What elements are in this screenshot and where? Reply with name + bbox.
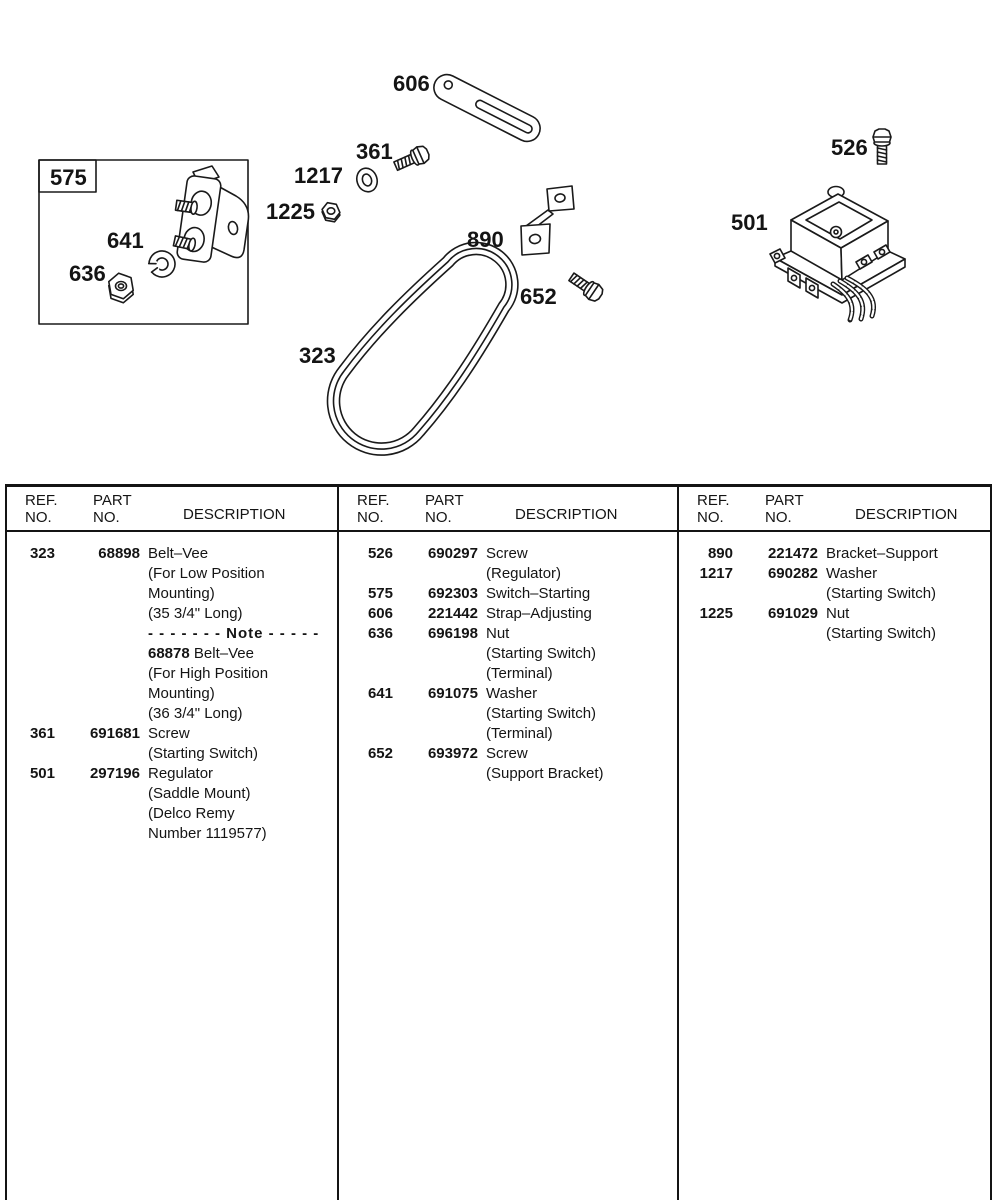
- lock-washer-641-drawing: [143, 248, 179, 282]
- description-cell: (Saddle Mount): [148, 785, 251, 802]
- table-line: [7, 604, 337, 624]
- description-header: DESCRIPTION: [515, 506, 618, 523]
- part-label-526: 526: [831, 135, 868, 160]
- description-cell: (For Low Position: [148, 565, 265, 582]
- table-line: [685, 584, 994, 604]
- ref-no-cell: 636: [367, 625, 393, 642]
- part-no-cell: [55, 584, 140, 604]
- part-label-652: 652: [520, 284, 557, 309]
- description-cell: (Starting Switch): [826, 625, 937, 642]
- table-line: [685, 544, 994, 564]
- ref-no-cell: 641: [367, 685, 393, 702]
- description-cell: Number 1119577): [148, 825, 267, 842]
- ref-no-cell: 1225: [699, 605, 733, 622]
- washer-1217-drawing: [354, 165, 380, 194]
- part-label-361: 361: [356, 139, 393, 164]
- ref-no-cell: 575: [367, 585, 393, 602]
- table-line: [685, 604, 994, 624]
- part-label-323: 323: [299, 343, 336, 368]
- ref-no-cell: [685, 624, 733, 644]
- support-bracket-drawing: [521, 186, 574, 255]
- description-cell: Mounting): [148, 585, 215, 602]
- screw-361-drawing: [392, 144, 431, 175]
- part-label-636: 636: [69, 261, 106, 286]
- nut-636-drawing: [109, 273, 133, 303]
- table-line: [345, 724, 677, 744]
- part-no-cell: 68898: [98, 545, 140, 562]
- description-cell: Screw: [486, 745, 528, 762]
- part-no-cell: 691075: [427, 685, 478, 702]
- table-line: [7, 804, 337, 824]
- part-no-cell: 691029: [767, 605, 818, 622]
- nut-1225-drawing: [322, 203, 340, 222]
- part-no-cell: [393, 664, 478, 684]
- description-cell: Bracket–Support: [826, 545, 938, 562]
- ref-no-cell: [7, 604, 55, 624]
- description-cell: Screw: [486, 545, 528, 562]
- part-no-cell: [393, 704, 478, 724]
- ref-no-cell: [7, 804, 55, 824]
- ref-no-cell: [345, 764, 393, 784]
- part-no-header: PART: [765, 492, 804, 509]
- table-header-col3: REF. NO. PART NO. DESCRIPTION: [697, 492, 958, 526]
- table-line: [345, 744, 677, 764]
- table-line: [7, 664, 337, 684]
- part-no-header: PART: [93, 492, 132, 509]
- part-no-cell: 692303: [427, 585, 478, 602]
- table-line: [345, 764, 677, 784]
- regulator-drawing: [770, 187, 905, 321]
- description-cell: (Starting Switch): [826, 585, 937, 602]
- part-no-cell: 297196: [89, 765, 140, 782]
- table-line: [345, 544, 677, 564]
- part-no-cell: [55, 564, 140, 584]
- parts-table: [5, 484, 992, 1200]
- part-label-1217: 1217: [294, 163, 343, 188]
- description-header: DESCRIPTION: [855, 506, 958, 523]
- description-cell: (Terminal): [486, 725, 553, 742]
- part-no-cell: [393, 644, 478, 664]
- ref-no-cell: 890: [707, 545, 733, 562]
- part-no-cell: [55, 704, 140, 724]
- table-header-col2: REF. NO. PART NO. DESCRIPTION: [357, 492, 618, 526]
- ref-no-cell: 361: [29, 725, 55, 742]
- part-no-cell: [55, 744, 140, 764]
- table-line: [7, 644, 337, 664]
- part-no-cell: [733, 584, 818, 604]
- part-no-cell: [55, 784, 140, 804]
- ref-no-cell: 526: [367, 545, 393, 562]
- part-no-cell: 690297: [427, 545, 478, 562]
- ref-no-cell: [7, 644, 55, 664]
- description-cell: (Regulator): [486, 565, 562, 582]
- description-cell: 68878 Belt–Vee: [148, 645, 254, 662]
- ref-no-header: REF.: [25, 492, 58, 509]
- ref-no-cell: 606: [367, 605, 393, 622]
- table-header-row: [7, 487, 990, 532]
- table-line: [7, 724, 337, 744]
- screw-652-drawing: [566, 269, 605, 303]
- description-cell: Switch–Starting: [486, 585, 591, 602]
- table-line: [7, 684, 337, 704]
- part-no-cell: [393, 724, 478, 744]
- ref-no-cell: 323: [29, 545, 55, 562]
- description-cell: (Terminal): [486, 665, 553, 682]
- description-cell: (Starting Switch): [148, 745, 259, 762]
- ref-no-cell: 1217: [699, 565, 733, 582]
- table-line: [345, 564, 677, 584]
- part-no-cell: [393, 564, 478, 584]
- part-no-cell: 693972: [427, 745, 478, 762]
- ref-no-cell: 652: [367, 745, 393, 762]
- description-cell: Nut: [826, 605, 850, 622]
- description-cell: (Starting Switch): [486, 645, 597, 662]
- ref-no-cell: [7, 664, 55, 684]
- ref-no-cell: [7, 704, 55, 724]
- part-no-cell: 690282: [767, 565, 818, 582]
- ref-no-cell: [7, 744, 55, 764]
- description-cell: Washer: [826, 565, 878, 582]
- part-label-641: 641: [107, 228, 144, 253]
- table-line: [345, 704, 677, 724]
- description-cell: Belt–Vee: [148, 545, 209, 562]
- description-cell: (Starting Switch): [486, 705, 597, 722]
- ref-no-header: REF.: [357, 492, 390, 509]
- table-line: [7, 784, 337, 804]
- table-line: [7, 824, 337, 844]
- ref-no-cell: [7, 624, 55, 644]
- table-line: [345, 624, 677, 644]
- ref-no-cell: [7, 784, 55, 804]
- table-line: [345, 684, 677, 704]
- table-line: [7, 544, 337, 564]
- description-cell: Mounting): [148, 685, 215, 702]
- part-no-cell: 221442: [427, 605, 478, 622]
- starting-switch-drawing: [173, 166, 248, 263]
- table-line: [345, 584, 677, 604]
- ref-no-cell: [345, 704, 393, 724]
- description-cell: Washer: [486, 685, 538, 702]
- table-header-col1: REF. NO. PART NO. DESCRIPTION: [25, 492, 286, 526]
- description-cell: (35 3/4" Long): [148, 605, 243, 622]
- table-column-body: [679, 532, 994, 1200]
- part-no-cell: [55, 664, 140, 684]
- table-line: [345, 644, 677, 664]
- description-header: DESCRIPTION: [183, 506, 286, 523]
- table-line: [7, 564, 337, 584]
- table-line: [7, 584, 337, 604]
- part-no-header: PART: [425, 492, 464, 509]
- part-label-1225: 1225: [266, 199, 315, 224]
- table-line: [345, 604, 677, 624]
- table-line: [345, 664, 677, 684]
- part-no-cell: [393, 764, 478, 784]
- ref-no-header: REF.: [697, 492, 730, 509]
- adjusting-strap-drawing: [429, 70, 544, 146]
- description-cell: Screw: [148, 725, 190, 742]
- ref-no-cell: [7, 824, 55, 844]
- ref-no-cell: [345, 644, 393, 664]
- table-line: [7, 744, 337, 764]
- table-line: [685, 564, 994, 584]
- description-cell: (Delco Remy: [148, 805, 235, 822]
- table-line: [685, 624, 994, 644]
- table-line: [7, 624, 337, 644]
- part-no-cell: [733, 624, 818, 644]
- part-label-575: 575: [50, 165, 87, 190]
- ref-no-cell: [7, 584, 55, 604]
- table-line: [7, 704, 337, 724]
- part-no-cell: 221472: [767, 545, 818, 562]
- part-label-890: 890: [467, 227, 504, 252]
- part-label-606: 606: [393, 71, 430, 96]
- part-no-cell: [55, 824, 140, 844]
- part-no-cell: 696198: [427, 625, 478, 642]
- table-column-body: [339, 532, 677, 1200]
- description-cell: (Support Bracket): [486, 765, 604, 782]
- description-cell: (For High Position: [148, 665, 269, 682]
- ref-no-cell: [345, 724, 393, 744]
- table-column-body: [7, 532, 337, 1200]
- part-label-501: 501: [731, 210, 768, 235]
- screw-526-drawing: [873, 129, 891, 164]
- part-no-cell: [55, 804, 140, 824]
- description-cell: (36 3/4" Long): [148, 705, 243, 722]
- table-line: [7, 764, 337, 784]
- ref-no-cell: [685, 584, 733, 604]
- part-no-cell: [55, 684, 140, 704]
- description-cell: Regulator: [148, 765, 214, 782]
- description-cell: Nut: [486, 625, 510, 642]
- description-cell: Strap–Adjusting: [486, 605, 592, 622]
- v-belt-drawing: [305, 218, 544, 478]
- ref-no-cell: [345, 664, 393, 684]
- ref-no-cell: 501: [29, 765, 55, 782]
- part-no-cell: [55, 644, 140, 664]
- part-no-cell: [55, 604, 140, 624]
- ref-no-cell: [7, 564, 55, 584]
- part-no-cell: [55, 624, 140, 644]
- description-cell: - - - - - - - Note - - - - -: [148, 625, 320, 642]
- part-no-cell: 691681: [89, 725, 140, 742]
- ref-no-cell: [345, 564, 393, 584]
- ref-no-cell: [7, 684, 55, 704]
